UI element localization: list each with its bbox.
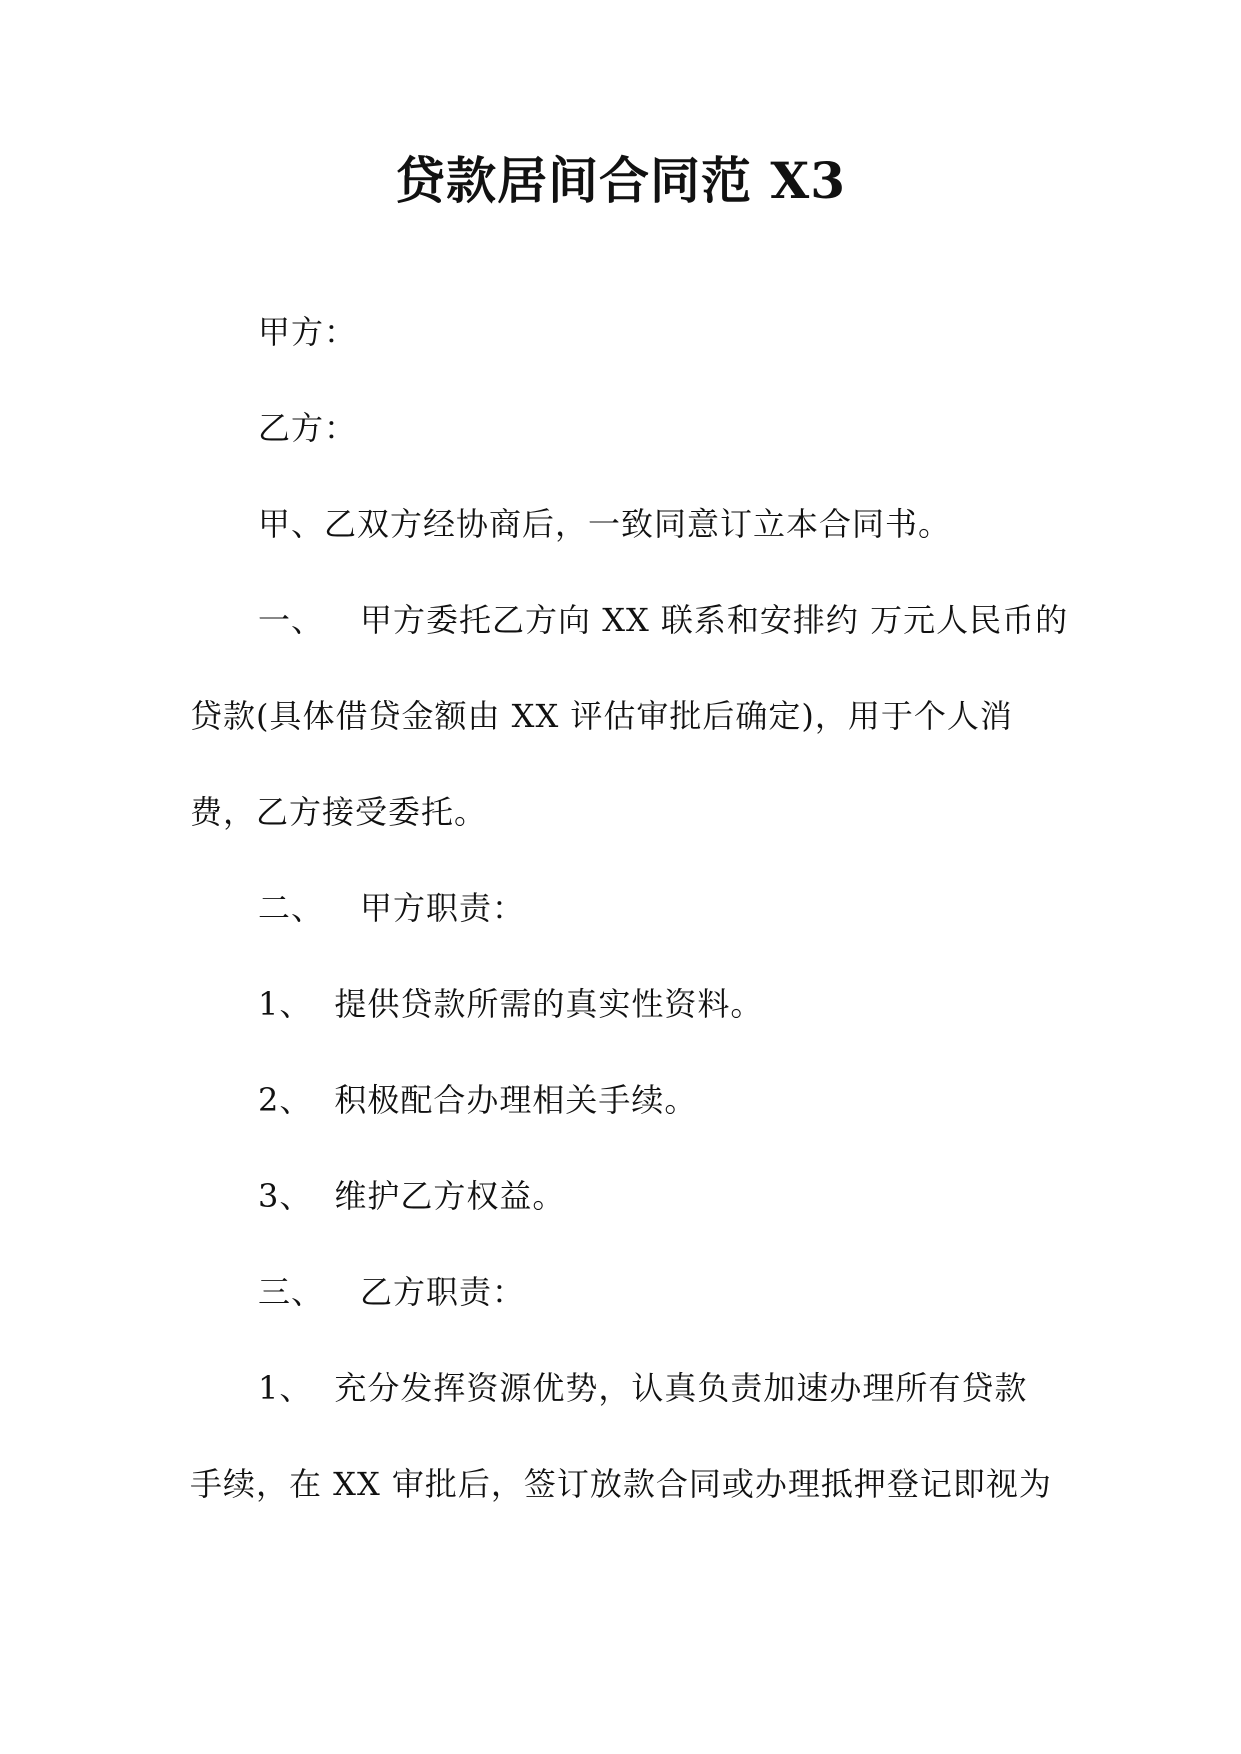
section1-text-line2: 贷款(具体借贷金额由 XX 评估审批后确定)，用于个人消 <box>190 697 1013 735</box>
section2-item <box>258 1174 565 1218</box>
section2-item-number: 3、 <box>258 1177 313 1215</box>
section2-item-number: 1、 <box>258 985 313 1023</box>
section2-item <box>258 1078 697 1122</box>
section1-first-line <box>258 598 1068 642</box>
section2-item-text: 维护乙方权益。 <box>334 1177 566 1215</box>
party-a-label: 甲方： <box>258 313 358 351</box>
section2-item <box>258 982 763 1026</box>
section2-item-text: 提供贷款所需的真实性资料。 <box>334 985 764 1023</box>
section1-text-line3: 费，乙方接受委托。 <box>190 793 488 831</box>
section3-heading-line <box>258 1270 525 1314</box>
section2-heading-line <box>258 886 525 930</box>
document-title: 贷款居间合同范 X3 <box>395 151 846 210</box>
section3-number: 三、 <box>258 1273 325 1311</box>
party-b-label: 乙方： <box>258 409 358 447</box>
section1-number: 一、 <box>258 601 325 639</box>
section3-item <box>258 1366 1027 1410</box>
section2-item-number: 2、 <box>258 1081 313 1119</box>
intro-paragraph: 甲、乙双方经协商后，一致同意订立本合同书。 <box>258 505 952 543</box>
section2-heading: 甲方职责： <box>360 889 526 927</box>
section2-number: 二、 <box>258 889 325 927</box>
section3-item-text-line1: 充分发挥资源优势，认真负责加速办理所有贷款 <box>334 1369 1028 1407</box>
section1-text-line1: 甲方委托乙方向 XX 联系和安排约 万元人民币的 <box>360 601 1069 639</box>
section3-item-number: 1、 <box>258 1369 313 1407</box>
section2-item-text: 积极配合办理相关手续。 <box>334 1081 698 1119</box>
section3-item-text-line2: 手续，在 XX 审批后，签订放款合同或办理抵押登记即视为 <box>190 1465 1052 1503</box>
section3-heading: 乙方职责： <box>360 1273 526 1311</box>
